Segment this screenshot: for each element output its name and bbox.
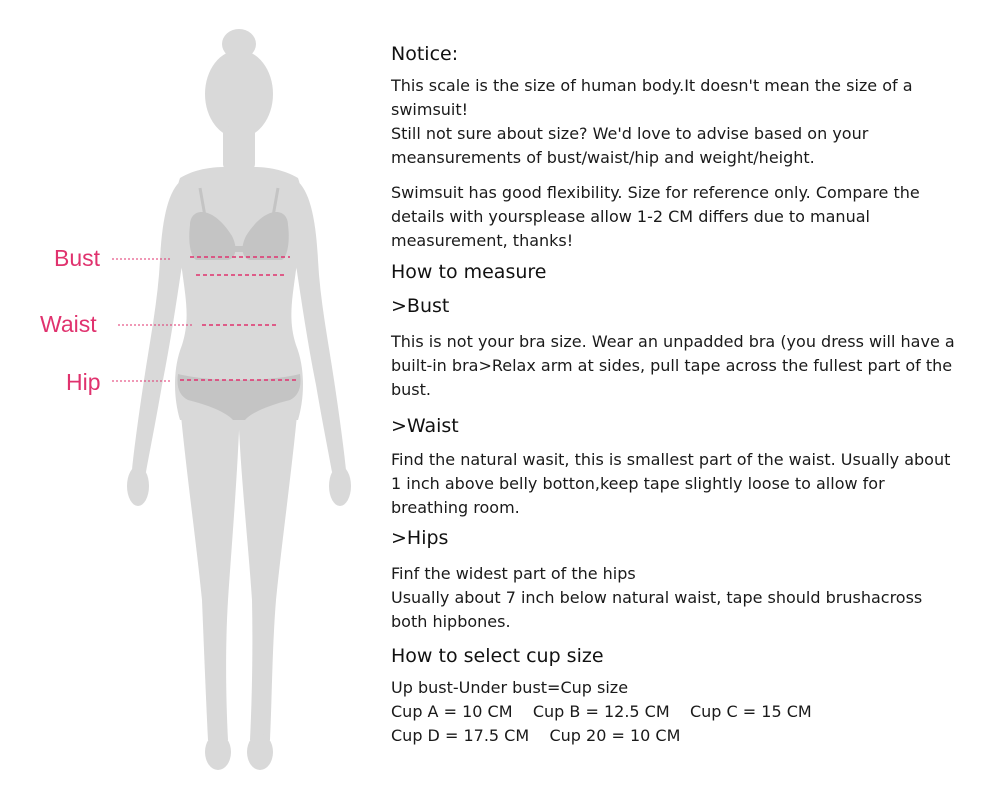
bust-label: Bust	[54, 245, 101, 271]
cup-size-title: How to select cup size	[391, 645, 604, 667]
notice-paragraph-1: This scale is the size of human body.It doesn't mean the size of a swimsuit!	[391, 76, 913, 119]
how-to-measure-title: How to measure	[391, 261, 547, 283]
size-guide-text	[391, 42, 963, 748]
hips-section-title: >Hips	[391, 527, 449, 549]
waist-label: Waist	[40, 311, 97, 337]
body-figure	[0, 0, 380, 800]
hips-section-line-2: Usually about 7 inch below natural waist, tape should brushacross both hipbones.	[391, 588, 923, 631]
cup-size-formula: Up bust-Under bust=Cup size	[391, 678, 629, 697]
hip-label: Hip	[66, 369, 101, 395]
cup-size-row-1: Cup A = 10 CM Cup B = 12.5 CM Cup C = 15 CM	[391, 702, 812, 721]
waist-section-text: Find the natural wasit, this is smallest part of the waist. Usually about 1 inch above belly botton,keep tape slightly loose to allow for breathing room.	[391, 450, 951, 517]
hips-section-line-1: Finf the widest part of the hips	[391, 564, 636, 583]
body-silhouette-illustration	[0, 0, 380, 800]
notice-title: Notice:	[391, 43, 459, 65]
notice-paragraph-2: Still not sure about size? We'd love to advise based on your meansurements of bust/waist/hip and weight/height.	[391, 124, 869, 167]
cup-size-row-2: Cup D = 17.5 CM Cup 20 = 10 CM	[391, 726, 681, 745]
notice-paragraph-3: Swimsuit has good flexibility. Size for reference only. Compare the details with yoursplease allow 1-2 CM differs due to manual measurement, thanks!	[391, 183, 920, 250]
bust-section-text: This is not your bra size. Wear an unpadded bra (you dress will have a built-in bra>Relax arm at sides, pull tape across the fullest part of the bust.	[391, 332, 955, 399]
bust-section-title: >Bust	[391, 295, 450, 317]
waist-section-title: >Waist	[391, 415, 459, 437]
